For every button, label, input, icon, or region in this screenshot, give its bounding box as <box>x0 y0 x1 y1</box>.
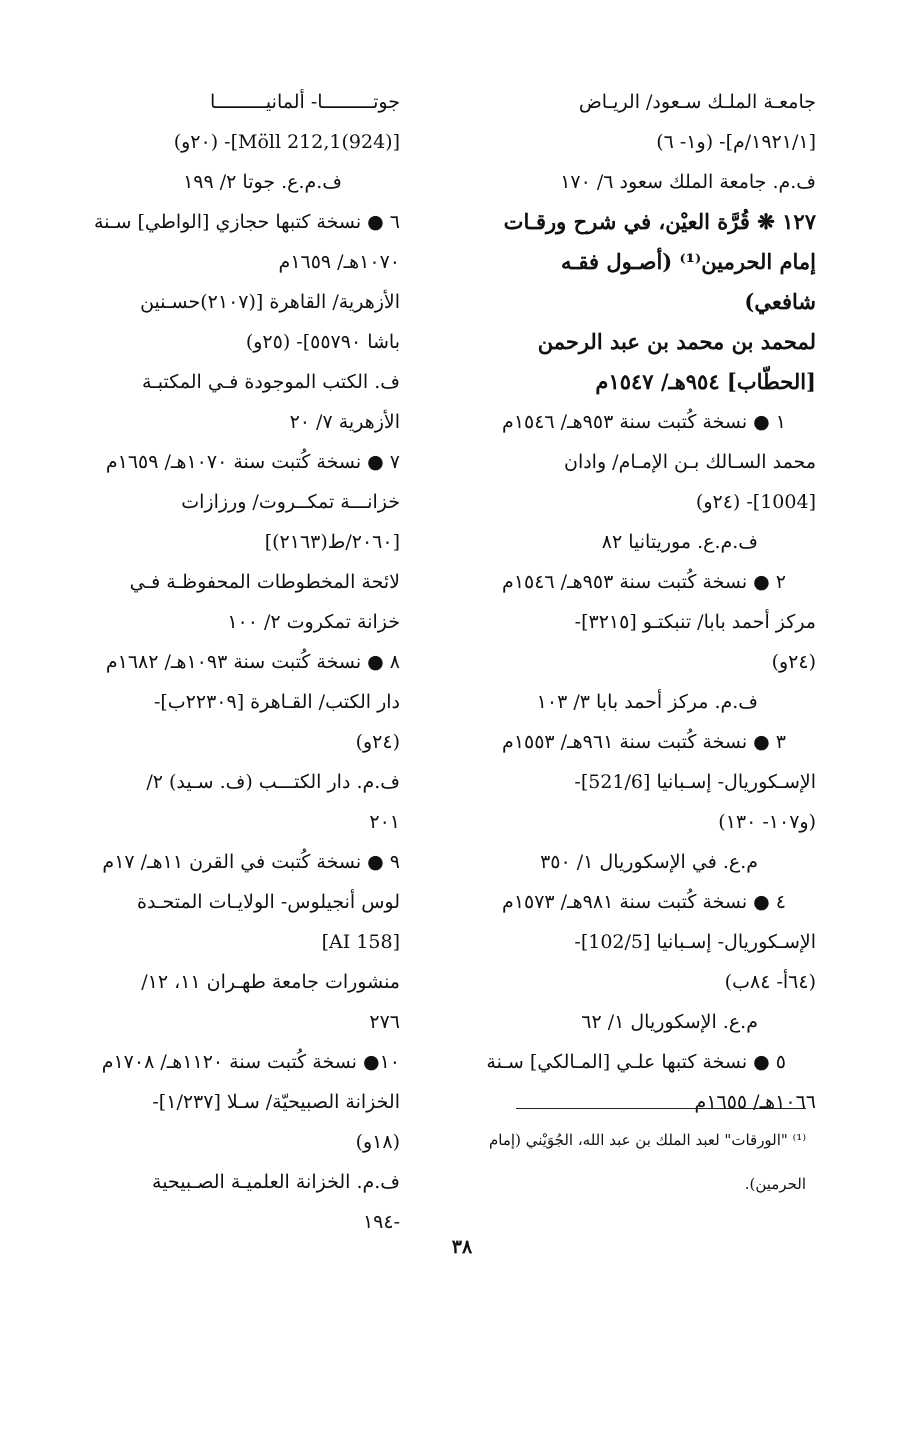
text-line: ١٠٦٦هـ/ ١٦٥٥م <box>694 1091 816 1113</box>
text-line: لوس أنجيلوس- الولايـات المتحـدة <box>137 891 400 913</box>
copy-item: ٢ ● نسخة كُتبت سنة ٩٥٣هـ/ ١٥٤٦م <box>502 571 786 593</box>
text-line: [1004]- (٢٤و) <box>695 491 816 513</box>
text-line: جوتـــــــــا- ألمانيـــــــــا <box>210 91 400 113</box>
text-line: الخزانة الصبيحيّة/ سـلا [١/٢٣٧]- <box>152 1091 400 1113</box>
catalog-ref: م.ع. الإسكوريال ١/ ٦٢ <box>581 1011 758 1033</box>
text-line: [AI 158] <box>321 931 400 953</box>
copy-item: ٨ ● نسخة كُتبت سنة ١٠٩٣هـ/ ١٦٨٢م <box>105 651 400 673</box>
copy-item: ٥ ● نسخة كتبها علـي [المـالكي] سـنة <box>486 1051 786 1073</box>
page-number: ٣٨ <box>451 1236 473 1258</box>
text-line: خزانة تمكروت ٢/ ١٠٠ <box>227 611 400 633</box>
catalog-ref: ف.م. مركز أحمد بابا ٣/ ١٠٣ <box>536 691 758 713</box>
text-line: محمد السـالك بـن الإمـام/ وادان <box>563 451 816 473</box>
copy-item: ٦ ● نسخة كتبها حجازي [الواطي] سـنة <box>94 211 400 233</box>
text-line: [١٩٢١/١/م]- (و١- ٦) <box>656 131 816 153</box>
text-line: -١٩٤ <box>362 1211 400 1233</box>
text-line: ف.م. جامعة الملك سعود ٦/ ١٧٠ <box>560 171 816 193</box>
text-line: (١٨و) <box>355 1131 400 1153</box>
catalog-ref: ف. الكتب الموجودة فـي المكتبـة <box>142 371 400 393</box>
entry-heading: إمام الحرمين⁽¹⁾ (أصـول فقـه <box>560 249 816 274</box>
text-line: مركز أحمد بابا/ تنبكتـو [٣٢١٥]- <box>574 611 816 633</box>
text-line: الإسـكوريال- إسـبانيا [102/5]- <box>574 931 816 953</box>
footnote-line <box>466 1118 806 1162</box>
entry-heading: شافعي) <box>744 289 816 314</box>
text-line: ٢٠١ <box>369 811 400 833</box>
footnote-text: "الورقات" لعبد الملك بن عبد الله، الجُوَيْني (إمام <box>489 1131 788 1149</box>
text-line: خزانـــة تمكــروت/ ورزازات <box>181 491 400 513</box>
text-line: (٢٤و) <box>355 731 400 753</box>
text-line: [(924)Möll 212,1]- (٢٠و) <box>173 131 400 153</box>
catalog-ref: ف.م. دار الكتـــب (ف. سـيد) ٢/ <box>146 771 400 793</box>
entry-heading: ١٢٧ ❋ قُرَّة العيْن، في شرح ورقـات <box>503 209 816 234</box>
footnote-line: الحرمين). <box>744 1175 806 1193</box>
text-line: الإسـكوريال- إسـبانيا [521/6]- <box>574 771 816 793</box>
copy-item: ٣ ● نسخة كُتبت سنة ٩٦١هـ/ ١٥٥٣م <box>502 731 786 753</box>
copy-item: ٤ ● نسخة كُتبت سنة ٩٨١هـ/ ١٥٧٣م <box>502 891 786 913</box>
copy-item: ٧ ● نسخة كُتبت سنة ١٠٧٠هـ/ ١٦٥٩م <box>105 451 400 473</box>
copy-item: ٩ ● نسخة كُتبت في القرن ١١هـ/ ١٧م <box>102 851 400 873</box>
left-column <box>82 82 400 1242</box>
text-line: ٢٧٦ <box>369 1011 400 1033</box>
catalog-ref: ف.م.ع. جوتا ٢/ ١٩٩ <box>183 171 342 193</box>
catalog-ref: ف.م. الخزانة العلميـة الصـبيحية <box>152 1171 400 1193</box>
footnote-divider <box>516 1108 806 1109</box>
text-line: الأزهرية ٧/ ٢٠ <box>289 411 400 433</box>
copy-item: ١ ● نسخة كُتبت سنة ٩٥٣هـ/ ١٥٤٦م <box>502 411 786 433</box>
right-column <box>480 82 816 1122</box>
catalog-ref: لائحة المخطوطات المحفوظـة فـي <box>129 571 400 593</box>
copy-item: ١٠● نسخة كُتبت سنة ١١٢٠هـ/ ١٧٠٨م <box>101 1051 400 1073</box>
text-line: دار الكتب/ القـاهرة [٢٢٣٠٩ب]- <box>153 691 400 713</box>
catalog-ref: منشورات جامعة طهـران ١١، ١٢/ <box>141 971 400 993</box>
text-line: باشا ٥٥٧٩٠]- (٢٥و) <box>245 331 400 353</box>
footnote <box>466 1118 806 1206</box>
catalog-ref: م.ع. في الإسكوريال ١/ ٣٥٠ <box>540 851 758 873</box>
text-line: جامعـة الملـك سـعود/ الريـاض <box>578 91 816 113</box>
text-line: الأزهرية/ القاهرة [(٢١٠٧)حسـنين <box>140 291 400 313</box>
text-line: (٢٤و) <box>771 651 816 673</box>
text-line: [٢٠٦٠/ط(٢١٦٣)] <box>264 531 400 553</box>
text-line: ١٠٧٠هـ/ ١٦٥٩م <box>278 251 400 273</box>
catalog-ref: ف.م.ع. موريتانيا ٨٢ <box>601 531 758 553</box>
entry-author: لمحمد بن محمد بن عبد الرحمن <box>537 329 816 354</box>
text-line: (٦٤أ- ٨٤ب) <box>724 971 816 993</box>
text-line: (و١٠٧- ١٣٠) <box>718 811 816 833</box>
footnote-marker: ⁽¹⁾ <box>792 1131 806 1149</box>
entry-author: [الحطّاب] ٩٥٤هـ/ ١٥٤٧م <box>595 369 816 394</box>
